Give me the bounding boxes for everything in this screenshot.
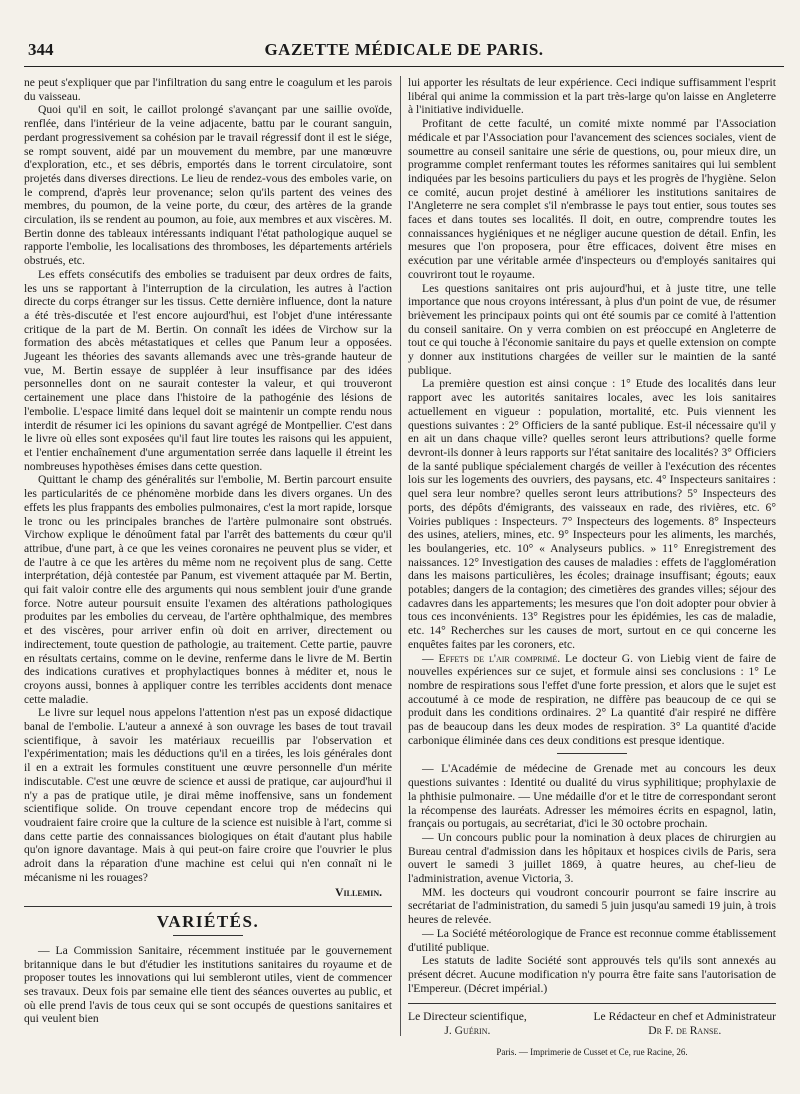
journal-title: GAZETTE MÉDICALE DE PARIS. — [264, 40, 544, 59]
short-rule — [173, 935, 243, 936]
printer-line: Paris. — Imprimerie de Cusset et Ce, rue Racine, 26. — [496, 1046, 688, 1057]
section-rule — [24, 906, 392, 907]
right-paragraph-3: Les questions sanitaires ont pris aujourd'hui, et à juste titre, une telle importance que nous croyons intéressant, à plus d'un point de vue, de résumer brièvement les principaux points qui ont été soumis par ce comité à l'attention du conseil sanitaire. On y verra combien on est préoccupé en Angleterre de tout ce qui touche à l'économie sanitaire du pays et quelle extension on compte y donner aux institutions chargées de veiller sur le maintien de la santé publique. — [408, 281, 776, 377]
right-column — [408, 76, 776, 1060]
short-rule-2 — [557, 753, 627, 754]
right-paragraph-1: lui apporter les résultats de leur expérience. Ceci indique suffisamment l'esprit libéral qui anime la commission et la part très-large qu'on laisse en Angleterre à l'initiative individuelle. — [408, 76, 776, 117]
section-title-varietes: VARIÉTÉS. — [156, 912, 260, 932]
right-paragraph-4: La première question est ainsi conçue : 1° Etude des localités dans leur rapport avec les autorités sanitaires locales, avec les lois sanitaires actuellement en vigueur : population, mortalité, etc. Puis viennent les questions suivantes : 2° Officiers de la santé publique. Est-il nécessaire qu'il y en ait un dans chaque ville? quelles seront leurs attributions? quelle forme devront-ils donner à leurs rapports sur l'état sanitaire des localités? 3° Officiers de la santé publique spécialement chargés de veiller à l'exécution des récentes lois sur les logements des ouvriers, des paysans, etc. 4° Inspecteurs sanitaires : quel sera leur nombre? quelles seront leurs attributions? 5° Inspecteurs des ports, des dépôts d'émigrants, des vaisseaux en rade, des rivières, etc. 6° Voiries publiques : Inspecteurs. 7° Inspecteurs des logements. 8° Inspecteurs des usines, ateliers, mines, etc. 9° Inspecteurs pour les aliments, les marchés, les boulangeries, etc. 10° « Analyseurs publics. » 11° Enregistrement des naissances. 12° Investigation des causes de maladies : effets de l'agglomération dans les maisons particulières, les écoles; drainage insuffisant; égouts; eaux potables; dangers de la contagion; des cimetières des grandes villes; séjour des cadavres dans les appartements; les mesures que l'on doit adopter pour obvier à tous ces inconvénients. 13° Registres pour les épidémies, les cas de maladie, etc. 14° Recherches sur les causes de mort, surtout en ce qui concerne les enquêtes faites par les coroners, etc. — [408, 377, 776, 651]
editor-name: Dr F. de Ranse. — [648, 1024, 722, 1038]
right-paragraph-2: Profitant de cette faculté, un comité mixte nommé par l'Association médicale et par l'Association pour l'avancement des sciences sociales, vient de soumettre au conseil sanitaire une série de questions, ou, pour mieux dire, un programme complet renfermant toutes les réformes sanitaires qui lui semblent indiquées par les besoins particuliers du pays et les progrès de l'hygiène. Selon ce comité, aucun projet destiné à améliorer les institutions sanitaires de l'Angleterre ne sera complet s'il n'embrasse le pays tout entier, sous toutes ses faces et dans toutes ses localités. Il doit, en outre, comprendre toutes les connaissances hygiéniques et ne négliger aucune question de détail. Enfin, les mesures que l'on proposera, pour être efficaces, doivent être mises en exécution par une véritable armée d'inspecteurs ou d'employés sanitaires qui couvriront tout le royaume. — [408, 117, 776, 281]
footer-director — [408, 1010, 527, 1037]
left-column — [24, 76, 392, 1026]
liebig-body: Le docteur G. von Liebig vient de faire de nouvelles expériences sur ce sujet, et formule ainsi ses conclusions : 1° Le nombre de respirations sous l'effet d'une forte pression, et alors que le sujet est accoutumé à ce mode de respiration, ne diffère pas beaucoup de ce qui se produit dans les conditions ordinaires. 2° La quantité d'air respiré ne diffère pas de beaucoup dans les deux modes de respiration. 3° La quantité d'acide carbonique éliminée dans ces deux conditions est presque identique. — [408, 651, 776, 747]
page-footer — [408, 1003, 776, 1059]
left-paragraph-4: Quittant le champ des généralités sur l'embolie, M. Bertin parcourt ensuite les particularités de ce phénomène morbide dans les divers organes. Un des effets les plus frappants des embolies pulmonaires, c'est la mort rapide, lorsque le tronc ou les principales branches de l'artère pulmonaire sont obstrués. Virchow explique le dénoûment fatal par l'arrêt des battements du cœur qu'il attribue, d'une part, à ce que les veines coronaires ne peuvent plus se vider, et de l'autre à ce que les artères du même nom ne reçoivent plus de sang. Cette interprétation, déjà contestée par Panum, est vivement attaquée par M. Bertin, qui fait valoir contre elle des arguments qui nous semblent jouir d'une grande force. Notre auteur poursuit ensuite l'examen des altérations pathologiques produites par les embolies du cerveau, de l'artère ophthalmique, des membres et des viscères, pour arriver enfin où doit en arriver, directement ou indirectement, toute question de pathologie, au traitement. Cette partie, pauvre en résultats certains, comme on le devine, renferme dans le livre de M. Bertin des indications curatives et prophylactiques bonnes à méditer et, nous le croyons aussi, bonnes à appliquer contre les terribles accidents dont menace cette maladie. — [24, 473, 392, 706]
right-paragraph-liebig — [408, 652, 776, 748]
column-divider — [400, 76, 401, 1036]
right-paragraph-6: — Un concours public pour la nomination à deux places de chirurgien au Bureau central d'admission dans les hôpitaux et hospices civils de Paris, sera ouvert le samedi 3 juillet 1869, à quatre heures, au chef-lieu de l'administration, avenue Victoria, 3. — [408, 830, 776, 886]
header-rule — [24, 66, 784, 67]
left-paragraph-2: Quoi qu'il en soit, le caillot prolongé s'avançant par une saillie ovoïde, renflée, dans l'intérieur de la veine adjacente, battu par le courant sanguin, perdant progressivement sa cohésion par le travail régressif dont il est le siége, se rompt souvent, aidé par un mouvement du membre, par une manœuvre d'exploration, etc., et ses débris, emportés dans le torrent circulatoire, sont projetés dans diverses directions. Le lieu de rendez-vous des emboles varie, on le comprend, d'après leur provenance; selon qu'ils partent des veines des membres, du poumon, de la veine porte, du cœur, des artères de la grande circulation, ils se rendent au poumon, au foie, aux membres et aux viscères. M. Bertin donne des tableaux intéressants indiquant l'état pathologique auquel se rapporte l'embolie, les localisations des thromboses, les départements artériels obstrués, etc. — [24, 103, 392, 268]
left-paragraph-6: — La Commission Sanitaire, récemment instituée par le gouvernement britannique dans le but d'étudier les institutions sanitaires du royaume et de proposer toutes les innovations qui lui sembleront utiles, vient de commencer ses travaux. Deux fois par semaine elle tient des séances ouvertes au public, et où elle prend l'avis de tous ceux qui se sont occupés de questions sanitaires et qui veulent bien — [24, 943, 392, 1026]
page-number: 344 — [28, 40, 54, 59]
director-role: Le Directeur scientifique, — [408, 1010, 527, 1024]
page-header — [24, 36, 784, 64]
right-paragraph-7: MM. les docteurs qui voudront concourir pourront se faire inscrire au secrétariat de l'administration, du samedi 5 juin jusqu'au samedi 19 juin, à trois heures de relevée. — [408, 885, 776, 927]
left-paragraph-5: Le livre sur lequel nous appelons l'attention n'est pas un exposé didactique banal de l'embolie. L'auteur a annexé à son ouvrage les bases de tout travail scientifique, à savoir les matériaux recueillis par l'observation et l'expérimentation; mais les déductions qu'il en a tirées, les lois générales dont il en a extrait les formules constituent une œuvre personnelle d'un mérite indiscutable. C'est une œuvre de science et aussi de pratique, car aujourd'hui il n'y a pas de pratique utile, je dirai même inoffensive, sans un fondement scientifique solide. On trouve cependant encore trop de médecins qui voudraient faire croire que la culture de la science est nuisible à l'art, comme si dans cette partie des connaissances biologiques on était d'autant plus habile qu'on ignore davantage. Mais à qui peut-on faire croire que l'ouvrier le plus adroit dans la réparation d'une machine est celui qui n'en connaît ni le mécanisme ni les rouages? — [24, 706, 392, 884]
left-paragraph-1: ne peut s'expliquer que par l'infiltration du sang entre le coagulum et les parois du vaisseau. — [24, 76, 392, 103]
liebig-title: — Effets de l'air comprimé. — [422, 651, 561, 665]
right-paragraph-5: — L'Académie de médecine de Grenade met au concours les deux questions suivantes : Identité ou dualité du virus syphilitique; prophylaxie de la phthisie pulmonaire. — Une médaille d'or et le titre de correspondant seront la récompense des lauréats. Adresser les mémoires écrits en espagnol, latin, français ou portugais, au secrétariat, d'ici le 30 octobre prochain. — [408, 762, 776, 831]
right-paragraph-9: Les statuts de ladite Société sont approuvés tels qu'ils sont annexés au présent décret. Aucune modification n'y pourra être faite sans l'autorisation de l'Empereur. (Décret impérial.) — [408, 954, 776, 995]
right-paragraph-8: — La Société météorologique de France est reconnue comme établissement d'utilité publique. — [408, 926, 776, 954]
left-paragraph-3: Les effets consécutifs des embolies se traduisent par deux ordres de faits, les uns se rapportant à l'interruption de la circulation, les autres à l'action directe du corps étranger sur les tissus. Cette dernière influence, dont la nature a été très-discutée et l'est encore aujourd'hui, est l'objet d'une intéressante critique de la part de M. Bertin. On connaît les idées de Virchow sur la formation des abcès métastatiques et celles que Panum leur a opposées. Jugeant les théories des savants allemands avec une très-grande hauteur de vue, M. Bertin essaye de suppléer à leur insuffisance par des idées personnelles dont on ne saurait contester la valeur, et qui trouveront certainement une place dans l'histoire de la pathogénie des lésions de l'embolie. L'espace limité dans lequel doit se maintenir un compte rendu nous interdit de résumer ici les opinions du savant agrégé de Montpellier. C'est dans le livre où elles sont exposées qu'il faut lire toutes les raisons qui les appuient, et l'entier enchaînement d'une argumentation serrée dans laquelle il étreint les nombreuses hypothèses émises dans cette question. — [24, 267, 392, 473]
newspaper-page — [24, 36, 784, 1086]
footer-signatures — [408, 1010, 776, 1037]
editor-role: Le Rédacteur en chef et Administrateur — [593, 1010, 776, 1024]
director-name: J. Guérin. — [444, 1024, 491, 1038]
footer-editor — [593, 1010, 776, 1037]
author-signature: Villemin. — [335, 886, 382, 900]
